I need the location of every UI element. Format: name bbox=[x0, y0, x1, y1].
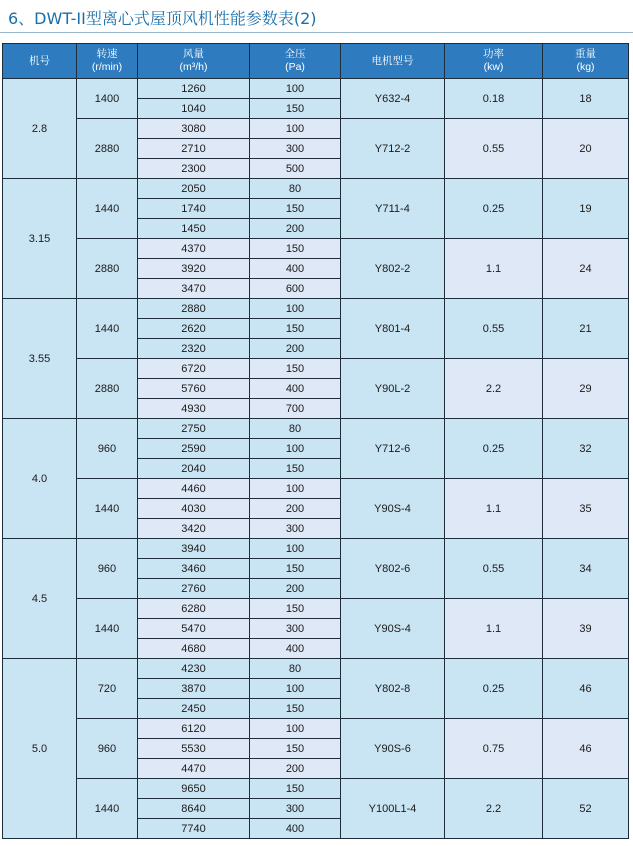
header-speed-label: 转速 bbox=[96, 48, 118, 60]
machine-no-cell: 4.5 bbox=[3, 539, 77, 659]
pressure-cell: 400 bbox=[250, 379, 341, 399]
header-pressure bbox=[250, 44, 341, 79]
pressure-cell: 150 bbox=[250, 459, 341, 479]
pressure-cell: 150 bbox=[250, 99, 341, 119]
airflow-cell: 4930 bbox=[138, 399, 250, 419]
motor-cell: Y100L1-4 bbox=[341, 779, 445, 839]
pressure-cell: 150 bbox=[250, 319, 341, 339]
table-row bbox=[3, 599, 629, 619]
pressure-cell: 150 bbox=[250, 739, 341, 759]
speed-cell: 1440 bbox=[77, 779, 138, 839]
airflow-cell: 3870 bbox=[138, 679, 250, 699]
airflow-cell: 3420 bbox=[138, 519, 250, 539]
power-cell: 0.55 bbox=[445, 299, 543, 359]
speed-cell: 1440 bbox=[77, 599, 138, 659]
weight-cell: 21 bbox=[543, 299, 629, 359]
pressure-cell: 500 bbox=[250, 159, 341, 179]
airflow-cell: 8640 bbox=[138, 799, 250, 819]
pressure-cell: 100 bbox=[250, 79, 341, 99]
airflow-cell: 5760 bbox=[138, 379, 250, 399]
airflow-cell: 3460 bbox=[138, 559, 250, 579]
pressure-cell: 100 bbox=[250, 679, 341, 699]
pressure-cell: 150 bbox=[250, 699, 341, 719]
airflow-cell: 2450 bbox=[138, 699, 250, 719]
airflow-cell: 1450 bbox=[138, 219, 250, 239]
header-speed-unit: (r/min) bbox=[91, 61, 123, 73]
pressure-cell: 400 bbox=[250, 819, 341, 839]
motor-cell: Y90S-4 bbox=[341, 599, 445, 659]
header-motor bbox=[341, 44, 445, 79]
airflow-cell: 2750 bbox=[138, 419, 250, 439]
airflow-cell: 3470 bbox=[138, 279, 250, 299]
weight-cell: 20 bbox=[543, 119, 629, 179]
table-row bbox=[3, 779, 629, 799]
pressure-cell: 400 bbox=[250, 639, 341, 659]
pressure-cell: 600 bbox=[250, 279, 341, 299]
pressure-cell: 400 bbox=[250, 259, 341, 279]
airflow-cell: 6120 bbox=[138, 719, 250, 739]
power-cell: 0.25 bbox=[445, 659, 543, 719]
table-row bbox=[3, 479, 629, 499]
machine-no-cell: 2.8 bbox=[3, 79, 77, 179]
weight-cell: 19 bbox=[543, 179, 629, 239]
speed-cell: 2880 bbox=[77, 359, 138, 419]
power-cell: 0.25 bbox=[445, 419, 543, 479]
airflow-cell: 3080 bbox=[138, 119, 250, 139]
weight-cell: 35 bbox=[543, 479, 629, 539]
airflow-cell: 1040 bbox=[138, 99, 250, 119]
speed-cell: 960 bbox=[77, 719, 138, 779]
page-title: 6、DWT-II型离心式屋顶风机性能参数表(2) bbox=[8, 9, 317, 28]
weight-cell: 29 bbox=[543, 359, 629, 419]
pressure-cell: 150 bbox=[250, 599, 341, 619]
weight-cell: 39 bbox=[543, 599, 629, 659]
weight-cell: 32 bbox=[543, 419, 629, 479]
pressure-cell: 100 bbox=[250, 119, 341, 139]
airflow-cell: 6280 bbox=[138, 599, 250, 619]
header-machine-no bbox=[3, 44, 77, 79]
power-cell: 2.2 bbox=[445, 779, 543, 839]
airflow-cell: 2590 bbox=[138, 439, 250, 459]
power-cell: 0.75 bbox=[445, 719, 543, 779]
header-airflow-unit: (m³/h) bbox=[179, 61, 208, 73]
airflow-cell: 4680 bbox=[138, 639, 250, 659]
pressure-cell: 200 bbox=[250, 759, 341, 779]
weight-cell: 18 bbox=[543, 79, 629, 119]
pressure-cell: 700 bbox=[250, 399, 341, 419]
airflow-cell: 2320 bbox=[138, 339, 250, 359]
airflow-cell: 2620 bbox=[138, 319, 250, 339]
pressure-cell: 150 bbox=[250, 559, 341, 579]
header-airflow bbox=[138, 44, 250, 79]
airflow-cell: 4030 bbox=[138, 499, 250, 519]
airflow-cell: 2050 bbox=[138, 179, 250, 199]
weight-cell: 46 bbox=[543, 719, 629, 779]
table-row bbox=[3, 359, 629, 379]
pressure-cell: 100 bbox=[250, 719, 341, 739]
table-row bbox=[3, 419, 629, 439]
power-cell: 1.1 bbox=[445, 239, 543, 299]
airflow-cell: 1740 bbox=[138, 199, 250, 219]
motor-cell: Y90S-6 bbox=[341, 719, 445, 779]
machine-no-cell: 5.0 bbox=[3, 659, 77, 839]
speed-cell: 1440 bbox=[77, 179, 138, 239]
header-motor-label: 电机型号 bbox=[371, 54, 414, 67]
motor-cell: Y801-4 bbox=[341, 299, 445, 359]
header-row bbox=[3, 44, 629, 79]
pressure-cell: 100 bbox=[250, 439, 341, 459]
pressure-cell: 300 bbox=[250, 799, 341, 819]
airflow-cell: 2760 bbox=[138, 579, 250, 599]
machine-no-cell: 3.15 bbox=[3, 179, 77, 299]
header-pressure-unit: (Pa) bbox=[285, 61, 305, 73]
pressure-cell: 80 bbox=[250, 419, 341, 439]
header-power bbox=[445, 44, 543, 79]
power-cell: 1.1 bbox=[445, 479, 543, 539]
machine-no-cell: 3.55 bbox=[3, 299, 77, 419]
power-cell: 0.55 bbox=[445, 539, 543, 599]
speed-cell: 1400 bbox=[77, 79, 138, 119]
power-cell: 0.55 bbox=[445, 119, 543, 179]
power-cell: 0.25 bbox=[445, 179, 543, 239]
motor-cell: Y712-6 bbox=[341, 419, 445, 479]
airflow-cell: 5530 bbox=[138, 739, 250, 759]
pressure-cell: 100 bbox=[250, 539, 341, 559]
airflow-cell: 5470 bbox=[138, 619, 250, 639]
table-row bbox=[3, 299, 629, 319]
airflow-cell: 3940 bbox=[138, 539, 250, 559]
power-cell: 2.2 bbox=[445, 359, 543, 419]
table-row bbox=[3, 719, 629, 739]
header-power-unit: (kw) bbox=[483, 61, 504, 73]
pressure-cell: 150 bbox=[250, 199, 341, 219]
speed-cell: 2880 bbox=[77, 239, 138, 299]
airflow-cell: 3920 bbox=[138, 259, 250, 279]
header-pressure-label: 全压 bbox=[284, 48, 306, 60]
pressure-cell: 100 bbox=[250, 299, 341, 319]
airflow-cell: 4230 bbox=[138, 659, 250, 679]
table-header bbox=[3, 44, 629, 79]
motor-cell: Y90S-4 bbox=[341, 479, 445, 539]
table-body bbox=[3, 79, 629, 839]
header-airflow-label: 风量 bbox=[183, 48, 204, 60]
motor-cell: Y90L-2 bbox=[341, 359, 445, 419]
motor-cell: Y712-2 bbox=[341, 119, 445, 179]
pressure-cell: 150 bbox=[250, 239, 341, 259]
header-speed bbox=[77, 44, 138, 79]
weight-cell: 24 bbox=[543, 239, 629, 299]
pressure-cell: 200 bbox=[250, 339, 341, 359]
table-row bbox=[3, 659, 629, 679]
airflow-cell: 9650 bbox=[138, 779, 250, 799]
title-divider bbox=[0, 32, 633, 33]
airflow-cell: 2880 bbox=[138, 299, 250, 319]
airflow-cell: 6720 bbox=[138, 359, 250, 379]
airflow-cell: 2300 bbox=[138, 159, 250, 179]
speed-cell: 720 bbox=[77, 659, 138, 719]
airflow-cell: 1260 bbox=[138, 79, 250, 99]
motor-cell: Y632-4 bbox=[341, 79, 445, 119]
machine-no-cell: 4.0 bbox=[3, 419, 77, 539]
weight-cell: 34 bbox=[543, 539, 629, 599]
motor-cell: Y802-2 bbox=[341, 239, 445, 299]
pressure-cell: 300 bbox=[250, 519, 341, 539]
speed-cell: 960 bbox=[77, 419, 138, 479]
airflow-cell: 4370 bbox=[138, 239, 250, 259]
speed-cell: 960 bbox=[77, 539, 138, 599]
pressure-cell: 150 bbox=[250, 359, 341, 379]
motor-cell: Y711-4 bbox=[341, 179, 445, 239]
pressure-cell: 200 bbox=[250, 219, 341, 239]
power-cell: 1.1 bbox=[445, 599, 543, 659]
speed-cell: 1440 bbox=[77, 299, 138, 359]
weight-cell: 46 bbox=[543, 659, 629, 719]
airflow-cell: 4470 bbox=[138, 759, 250, 779]
header-weight-unit: (kg) bbox=[576, 61, 595, 73]
speed-cell: 1440 bbox=[77, 479, 138, 539]
header-weight-label: 重量 bbox=[575, 48, 596, 60]
speed-cell: 2880 bbox=[77, 119, 138, 179]
table-row bbox=[3, 119, 629, 139]
header-weight bbox=[543, 44, 629, 79]
weight-cell: 52 bbox=[543, 779, 629, 839]
table-row bbox=[3, 79, 629, 99]
pressure-cell: 80 bbox=[250, 179, 341, 199]
table-row bbox=[3, 179, 629, 199]
pressure-cell: 200 bbox=[250, 579, 341, 599]
header-machine-no-label: 机号 bbox=[29, 54, 50, 67]
table-row bbox=[3, 239, 629, 259]
power-cell: 0.18 bbox=[445, 79, 543, 119]
fan-performance-table bbox=[2, 43, 629, 839]
table-row bbox=[3, 539, 629, 559]
pressure-cell: 300 bbox=[250, 619, 341, 639]
pressure-cell: 100 bbox=[250, 479, 341, 499]
airflow-cell: 2710 bbox=[138, 139, 250, 159]
pressure-cell: 200 bbox=[250, 499, 341, 519]
pressure-cell: 300 bbox=[250, 139, 341, 159]
airflow-cell: 4460 bbox=[138, 479, 250, 499]
motor-cell: Y802-6 bbox=[341, 539, 445, 599]
pressure-cell: 150 bbox=[250, 779, 341, 799]
header-power-label: 功率 bbox=[483, 48, 504, 60]
motor-cell: Y802-8 bbox=[341, 659, 445, 719]
airflow-cell: 2040 bbox=[138, 459, 250, 479]
pressure-cell: 80 bbox=[250, 659, 341, 679]
airflow-cell: 7740 bbox=[138, 819, 250, 839]
